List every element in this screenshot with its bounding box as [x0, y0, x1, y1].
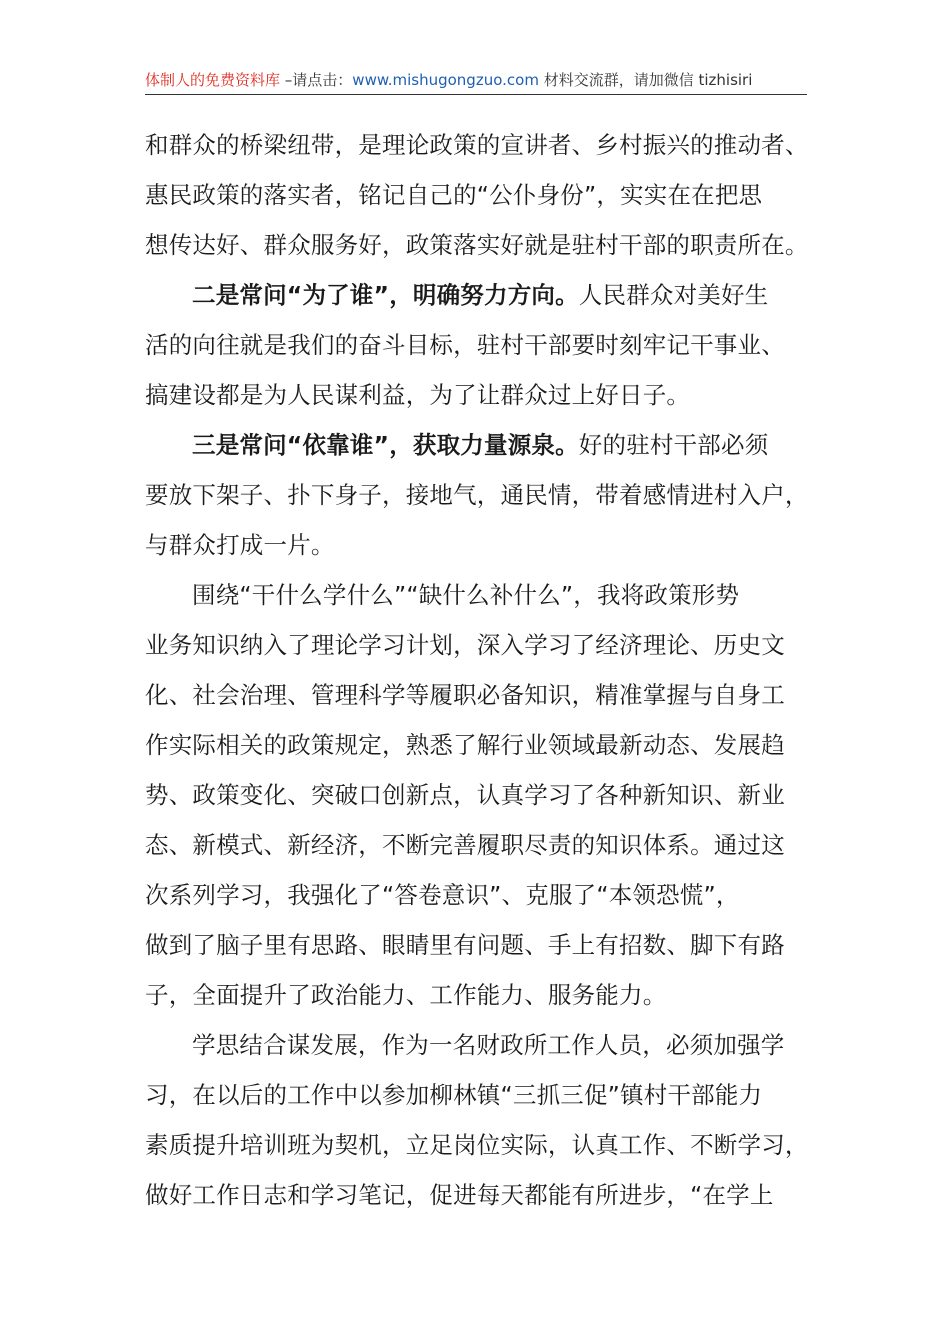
text-line: 搞建设都是为人民谋利益，为了让群众过上好日子。 — [145, 381, 691, 409]
text-line: 化、社会治理、管理科学等履职必备知识，精准掌握与自身工 — [145, 681, 785, 709]
header-wechat-note: 材料交流群，请加微信 tizhisiri — [538, 71, 753, 89]
header-prompt: –请点击： — [280, 71, 353, 89]
text-line: 态、新模式、新经济，不断完善履职尽责的知识体系。通过这 — [145, 831, 785, 859]
point2-heading: 二是常问“为了谁”，明确努力方向。 — [192, 281, 579, 309]
header-url-link[interactable]: www.mishugongzuo.com — [352, 71, 539, 89]
text-line: 习，在以后的工作中以参加柳林镇“三抓三促”镇村干部能力 — [145, 1081, 763, 1109]
text-line: 做到了脑子里有思路、眼睛里有问题、手上有招数、脚下有路 — [145, 931, 785, 959]
text-line: 子，全面提升了政治能力、工作能力、服务能力。 — [145, 981, 667, 1009]
point3-text: 好的驻村干部必须 — [578, 431, 769, 459]
text-line: 做好工作日志和学习笔记，促进每天都能有所进步，“在学上 — [145, 1181, 774, 1209]
point2-text: 人民群众对美好生 — [578, 281, 769, 309]
text-line: 素质提升培训班为契机，立足岗位实际，认真工作、不断学习， — [145, 1131, 809, 1159]
text-line: 势、政策变化、突破口创新点，认真学习了各种新知识、新业 — [145, 781, 785, 809]
text-line: 围绕“干什么学什么”“缺什么补什么”，我将政策形势 — [192, 581, 740, 609]
point3-line — [192, 430, 872, 460]
text-line: 和群众的桥梁纽带，是理论政策的宣讲者、乡村振兴的推动者、 — [145, 131, 809, 159]
point3-heading: 三是常问“依靠谁”，获取力量源泉。 — [192, 431, 579, 459]
point2-line — [192, 280, 872, 310]
page-header — [145, 70, 807, 95]
text-line: 学思结合谋发展，作为一名财政所工作人员，必须加强学 — [192, 1031, 785, 1059]
header-library-name: 体制人的免费资料库 — [145, 71, 281, 89]
text-line: 想传达好、群众服务好，政策落实好就是驻村干部的职责所在。 — [145, 231, 809, 259]
text-line: 惠民政策的落实者，铭记自己的“公仆身份”，实实在在把思 — [145, 181, 763, 209]
text-line: 次系列学习，我强化了“答卷意识”、克服了“本领恐慌”， — [145, 881, 740, 909]
text-line: 要放下架子、扑下身子，接地气，通民情，带着感情进村入户， — [145, 481, 809, 509]
text-line: 活的向往就是我们的奋斗目标，驻村干部要时刻牢记干事业、 — [145, 331, 785, 359]
text-line: 与群众打成一片。 — [145, 531, 335, 559]
text-line: 业务知识纳入了理论学习计划，深入学习了经济理论、历史文 — [145, 631, 785, 659]
text-line: 作实际相关的政策规定，熟悉了解行业领域最新动态、发展趋 — [145, 731, 785, 759]
